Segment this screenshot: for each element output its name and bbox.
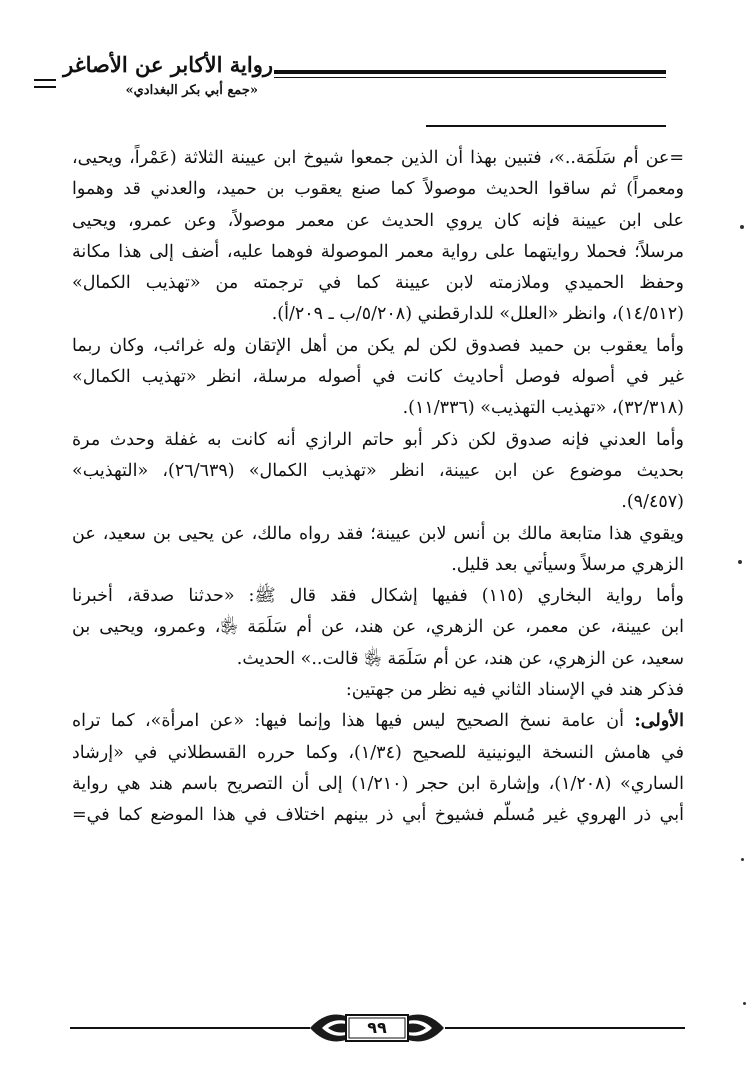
text-line: بحديث موضوع عن ابن عيينة، انظر «تهذيب الكمال» (٢٦/٦٣٩)، «التهذيب» xyxy=(72,460,684,481)
paragraph-7 xyxy=(72,706,684,831)
footer-rule-left xyxy=(70,1027,310,1029)
text-line: أبي ذر الهروي غير مُسلّم فشيوخ أبي ذر بينهم اختلاف في هذا الموضع كما في= xyxy=(72,805,684,826)
header-dash-left xyxy=(34,86,56,88)
text-line xyxy=(72,706,684,737)
paragraph-5 xyxy=(72,581,684,675)
margin-speck xyxy=(741,858,744,861)
text-line: وأما يعقوب بن حميد فصدوق لكن لم يكن من أهل الإتقان وله غرائب، وكان ربما xyxy=(72,335,684,356)
text-line: مرسلاً؛ فحملا روايتهما على رواية معمر الموصولة فوهما عليه، أضف إلى هذا مكانة xyxy=(72,241,684,262)
margin-speck xyxy=(738,560,742,564)
text-line: ومعمراً) ثم ساقوا الحديث موصولاً كما صنع يعقوب بن حميد، والعدني قد وهموا xyxy=(72,179,684,200)
text-line: (١٤/٥١٢)، وانظر «العلل» للدارقطني (٥/٢٠٨/ب ـ ٢٠٩/أ). xyxy=(271,304,684,325)
separator-rule xyxy=(426,125,666,127)
text-line: على ابن عيينة فإنه كان يروي الحديث عن معمر موصولاً، وعن عمرو، ويحيى xyxy=(72,210,684,231)
text-line: =عن أم سَلَمَة..»، فتبين بهذا أن الذين جمعوا شيوخ ابن عيينة الثلاثة (عَمْراً، ويحيى، xyxy=(72,148,684,168)
header-rule-thick xyxy=(274,70,666,74)
margin-speck xyxy=(740,225,744,229)
text-line: (٩/٤٥٧). xyxy=(621,492,684,513)
footer-rule-right xyxy=(445,1027,685,1029)
paragraph-3 xyxy=(72,425,684,519)
body-text xyxy=(72,143,684,832)
text-line: في هامش النسخة اليونينية للصحيح (١/٣٤)، وكما حرره القسطلاني في «إرشاد xyxy=(72,742,684,763)
paragraph-2 xyxy=(72,331,684,425)
text-run: أن عامة نسخ الصحيح ليس فيها هذا وإنما فيها: «عن امرأة»، كما تراه xyxy=(72,711,624,732)
header-rule-thin xyxy=(274,77,666,78)
text-line: (٣٢/٣١٨)، «تهذيب التهذيب» (١١/٣٣٦). xyxy=(402,398,684,419)
paragraph-lead: الأولى: xyxy=(634,711,684,732)
text-line: غير في أصوله فوصل أحاديث كانت في أصوله مرسلة، انظر «تهذيب الكمال» xyxy=(72,367,684,388)
paragraph-1 xyxy=(72,143,684,331)
page-header xyxy=(0,0,753,110)
book-title: رواية الأكابر عن الأصاغر xyxy=(63,52,273,77)
paragraph-6 xyxy=(72,675,684,706)
text-line: وحفظ الحميدي وملازمته لابن عيينة كما في ترجمته من «تهذيب الكمال» xyxy=(72,273,684,294)
text-line: ابن عيينة، عن معمر، عن الزهري، عن هند، عن أم سَلَمَة ﵂، وعمرو، ويحيى بن xyxy=(72,617,684,638)
text-line: وأما رواية البخاري (١١٥) ففيها إشكال فقد قال ﷺ: «حدثنا صدقة، أخبرنا xyxy=(72,586,684,607)
text-line: الساري» (١/٢٠٨)، وإشارة ابن حجر (١/٢١٠) إلى أن التصريح باسم هند هي رواية xyxy=(72,773,684,794)
header-dash-left-2 xyxy=(34,79,56,81)
text-line: سعيد، عن الزهري، عن هند، عن أم سَلَمَة ﵂ قالت..» الحديث. xyxy=(236,648,684,669)
text-line: فذكر هند في الإسناد الثاني فيه نظر من جهتين: xyxy=(345,680,684,701)
paragraph-4 xyxy=(72,519,684,582)
page-footer xyxy=(0,1000,753,1060)
text-line: الزهري مرسلاً وسيأتي بعد قليل. xyxy=(451,554,684,575)
text-line: وأما العدني فإنه صدوق لكن ذكر أبو حاتم الرازي أنه كانت به غفلة وحدث مرة xyxy=(72,429,684,450)
book-subtitle: «جمع أبي بكر البغدادي» xyxy=(125,83,258,98)
page-number: ٩٩ xyxy=(367,1018,387,1037)
text-line: ويقوي هذا متابعة مالك بن أنس لابن عيينة؛ فقد رواه مالك، عن يحيى بن سعيد، عن xyxy=(72,523,684,544)
